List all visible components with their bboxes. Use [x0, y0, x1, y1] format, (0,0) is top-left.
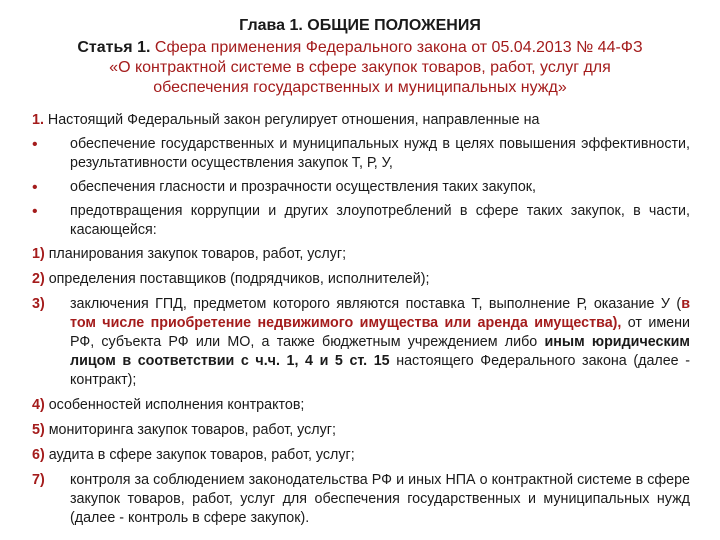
numbered-item-5 — [32, 421, 690, 440]
bullet-text: обеспечения гласности и прозрачности осуществления таких закупок, — [70, 179, 537, 195]
bullet-icon: • — [32, 136, 38, 153]
intro-text: Настоящий Федеральный закон регулирует отношения, направленные на — [43, 112, 540, 128]
item-text-highlight: в том числе приобретение недвижимого имущества или аренда имущества), — [70, 296, 690, 331]
numbered-item-4 — [32, 396, 690, 415]
article-title-line-1: Сфера применения Федерального закона от 05.04.2013 № 44-ФЗ — [150, 39, 643, 56]
bullet-text: предотвращения коррупции и других злоупотреблений в сфере таких закупок, в части, касающейся: — [70, 203, 690, 238]
item-number: 3) — [32, 296, 45, 312]
item-number: 7) — [32, 472, 45, 488]
article-title — [20, 38, 700, 98]
numbered-item-1 — [32, 245, 690, 264]
item-number: 5) — [32, 422, 45, 438]
item-text: аудита в сфере закупок товаров, работ, услуг; — [44, 447, 355, 463]
item-number: 4) — [32, 397, 45, 413]
bullet-icon: • — [32, 179, 38, 196]
bullet-item — [32, 178, 690, 197]
article-number: Статья 1. — [77, 39, 151, 56]
item-text-emphasis: иным юридическим лицом в соответствии с ч.ч. 1, 4 и 5 ст. 15 — [70, 334, 690, 369]
item-text: планирования закупок товаров, работ, услуг; — [44, 246, 347, 262]
numbered-item-2 — [32, 270, 690, 289]
article-body — [32, 111, 690, 534]
bullet-text: обеспечение государственных и муниципальных нужд в целях повышения эффективности, результативности осуществления закупок Т, Р, У, — [70, 136, 690, 171]
intro-paragraph — [32, 111, 690, 130]
chapter-title: Глава 1. ОБЩИЕ ПОЛОЖЕНИЯ — [239, 17, 481, 34]
article-title-line-3: обеспечения государственных и муниципальных нужд» — [153, 79, 567, 96]
article-title-line-2: «О контрактной системе в сфере закупок товаров, работ, услуг для — [109, 59, 611, 76]
slide-header — [20, 16, 700, 98]
item-number: 1) — [32, 246, 45, 262]
bullet-item — [32, 135, 690, 173]
numbered-item-3 — [32, 295, 690, 390]
item-text: определения поставщиков (подрядчиков, исполнителей); — [44, 271, 430, 287]
bullet-icon: • — [32, 203, 38, 220]
item-text-part-e: настоящего Федерального закона (далее - контракт); — [70, 353, 690, 388]
item-number: 6) — [32, 447, 45, 463]
item-number: 2) — [32, 271, 45, 287]
item-text-part-a: заключения ГПД, предметом которого являются поставка Т, выполнение Р, оказание У ( — [70, 296, 682, 312]
numbered-item-7 — [32, 471, 690, 528]
item-text: особенностей исполнения контрактов; — [44, 397, 305, 413]
item-text: мониторинга закупок товаров, работ, услуг; — [44, 422, 336, 438]
intro-number: 1. — [32, 112, 44, 128]
item-text: контроля за соблюдением законодательства РФ и иных НПА о контрактной системе в сфере закупок товаров, работ, услуг для обеспечения государственных и муниципальных нужд (далее - контроль в сфере закупок). — [70, 472, 690, 526]
bullet-item — [32, 202, 690, 240]
item-text-part-c: от имени РФ, субъекта РФ или МО, а также бюджетным учреждением либо — [70, 315, 690, 350]
numbered-item-6 — [32, 446, 690, 465]
